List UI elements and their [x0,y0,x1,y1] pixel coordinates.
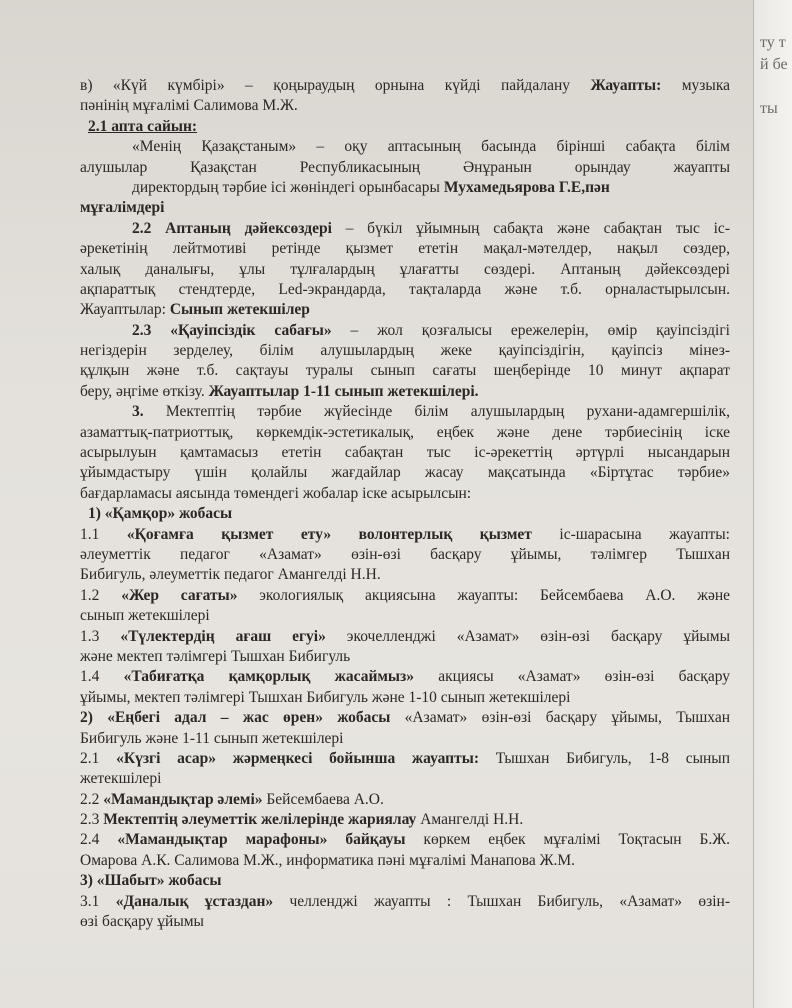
text: директордың тәрбие ісі жөніндегі орынбасары [132,178,444,196]
text: және мектеп тәлімгері Тышхан Бибигуль [80,647,351,665]
text-line [80,565,730,585]
text-line [80,851,730,871]
text: челленджі жауапты : Тышхан Бибигуль, «Азамат» өзін- [273,892,730,910]
text: халық даналығы, ұлы тұлғалардың ұлағатты сөздері. Аптаның дәйексөздері [80,260,730,278]
text-line [80,606,730,626]
text: алушылар Қазақстан Республикасының Әнұранын орындау жауапты [80,158,730,176]
text-line [80,382,730,402]
text: әрекетінің лейтмотиві ретінде қызмет ететін мақал-мәтелдер, нақыл сөздер, [80,240,730,258]
text: «Менің Қазақстаным» – оқу аптасының басында бірінші сабақта білім [132,138,730,156]
text: экочелленджі «Азамат» өзін-өзі басқару ұйымы [325,627,730,645]
document-body [80,76,730,932]
text: көркем еңбек мұғалімі Тоқтасын Б.Ж. [405,831,730,849]
text-line [80,545,730,565]
text-line [80,627,730,647]
text: 2.1 [80,749,117,767]
text-line [80,321,730,341]
text: в) «Күй күмбірі» – қоңыраудың орнына күйді пайдалану [80,77,591,94]
bold-text: 2.1 апта сайын: [88,117,198,135]
text: Мектептің тәрбие жүйесінде білім алушылардың рухани-адамгершілік, [143,403,730,421]
bold-text: 3. [132,403,144,421]
bold-text: «Түлектердің ағаш егуі» [120,627,326,645]
text: 2.4 [80,831,118,849]
text: Жауаптылар: [80,301,170,319]
adjacent-page-text: й бе [760,56,788,73]
text: 1.1 [80,525,127,543]
text-line [80,810,730,830]
text-line [80,647,730,667]
text: құлқын және т.б. сақтауы туралы сынып сағаты шеңберінде 10 минут ақпарат [80,362,730,380]
text: ақпараттық стендтерде, Led-экрандарда, тақталарда және т.б. орналастырылсын. [80,280,730,298]
text-line [80,871,730,891]
bold-text: Мектептің әлеуметтік желілерінде жариялау [103,811,417,829]
text: сынып жетекшілері [80,607,210,625]
text-line [80,484,730,504]
bold-text: Сынып жетекшілер [169,301,310,319]
text-line [80,688,730,708]
text-line [80,443,730,463]
text: экологиялық акциясына жауапты: Бейсембаева А.О. және [237,586,730,604]
text-line [80,260,730,280]
text-line [80,300,730,320]
text-line [80,76,730,96]
text: іс-шарасына жауапты: [531,525,730,543]
text: 2.2 [80,790,104,808]
text-line [80,361,730,381]
adjacent-page-text: ту т [760,34,786,51]
bold-text: Жауапты: [590,77,662,94]
text-line [80,892,730,912]
text-line [80,341,730,361]
text: негіздерін зерделеу, білім алушылардың жеке қауіпсіздігін, қауіпсіз мінез- [80,342,730,360]
bold-text: «Жер сағаты» [121,586,238,604]
text-line [80,463,730,483]
text: ұйымдастыру үшін қолайлы жағдайлар жасау мақсатында «Біртұтас тәрбие» [80,464,730,482]
text: Омарова А.К. Салимова М.Ж., информатика пәні мұғалімі Манапова Ж.М. [80,851,576,869]
text: бағдарламасы аясында төмендегі жобалар іске асырылсын: [80,484,472,502]
text-line [80,158,730,178]
text: акциясы «Азамат» өзін-өзі басқару [414,668,730,686]
bold-text: Мухамедьярова Г.Е,пән [443,178,610,196]
text-line [80,504,730,524]
bold-text: «Табиғатқа қамқорлық жасаймыз» [123,668,415,686]
bold-text: 2.2 Аптаның дәйексөздері [132,219,332,237]
text-line [80,96,730,116]
bold-text: «Мамандықтар әлемі» [103,790,263,808]
text: әлеуметтік педагог «Азамат» өзін-өзі басқару ұйымы, тәлімгер Тышхан [80,545,730,563]
text-line [80,198,730,218]
bold-text: 2.3 «Қауіпсіздік сабағы» [132,321,332,339]
bold-text: 3) «Шабыт» жобасы [80,872,222,890]
text: 3.1 [80,892,116,910]
text-line [80,729,730,749]
text: «Азамат» өзін-өзі басқару ұйымы, Тышхан [390,709,730,727]
text: – бүкіл ұйымның сабақта және сабақтан тыс іс- [331,219,730,237]
text-line [80,117,730,137]
bold-text: «Мамандықтар марафоны» байқауы [117,831,406,849]
text-line [80,708,730,728]
text-line [80,423,730,443]
text: азаматтық-патриоттық, көркемдік-эстетикалық, еңбек және дене тәрбиесінің іске [80,423,730,441]
text-line [80,178,730,198]
text: пәнінің мұғалімі Салимова М.Ж. [80,97,298,115]
bold-text: мұғалімдері [80,199,165,217]
bold-text: Жауаптылар 1-11 сынып жетекшілері. [208,382,479,400]
text-line [80,667,730,687]
text-line [80,402,730,422]
text-line [80,525,730,545]
text-line [80,280,730,300]
text: музыка [661,77,730,94]
text-line [80,830,730,850]
bold-text: «Қоғамға қызмет ету» волонтерлық қызмет [126,525,532,543]
text: 2.3 [80,811,104,829]
text-line [80,586,730,606]
text-line [80,219,730,239]
text-line [80,239,730,259]
bold-text: 2) «Еңбегі адал – жас өрен» жобасы [80,709,391,727]
text-line [80,912,730,932]
text: асырылуын қамтамасыз ететін сабақтан тыс іс-әрекеттің әртүрлі нысандарын [80,444,730,462]
text: 1.3 [80,627,121,645]
text: Бибигуль және 1-11 сынып жетекшілері [80,729,344,747]
bold-text: «Күзгі асар» жәрмеңкесі бойынша жауапты: [116,749,479,767]
adjacent-page-edge [753,0,792,1008]
text: Тышхан Бибигуль, 1-8 сынып [479,749,730,767]
bold-text: «Даналық ұстаздан» [115,892,274,910]
text: өзі басқару ұйымы [80,913,204,931]
text-line [80,790,730,810]
adjacent-page-text: ты [760,100,778,117]
text: Амангелді Н.Н. [416,811,524,829]
text: беру, әңгіме өткізу. [80,382,209,400]
text: 1.4 [80,668,124,686]
text: жетекшілері [80,770,162,788]
text-line [80,749,730,769]
text-line [80,769,730,789]
bold-text: 1) «Қамқор» жобасы [88,505,233,523]
text: Бибигуль, әлеуметтік педагог Амангелді Н.Н. [80,566,381,584]
text: 1.2 [80,586,122,604]
text: ұйымы, мектеп тәлімгері Тышхан Бибигуль және 1-10 сынып жетекшілері [80,688,571,706]
text: – жол қозғалысы ережелерін, өмір қауіпсіздігі [331,321,730,339]
text-line [80,137,730,157]
text: Бейсембаева А.О. [262,790,384,808]
